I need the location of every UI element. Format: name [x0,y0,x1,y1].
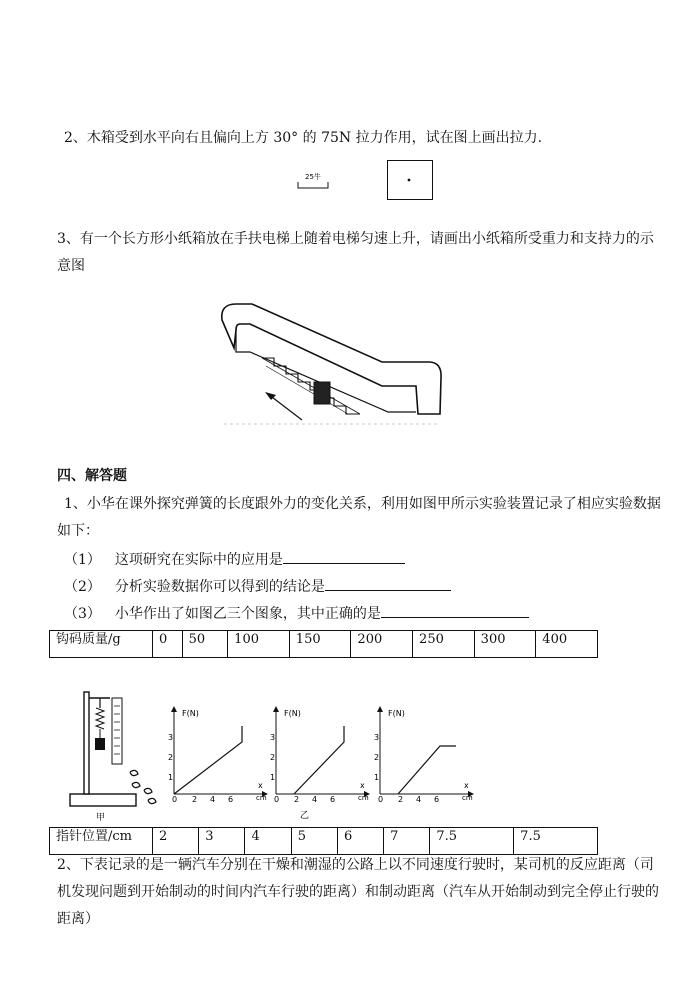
figure-yi-label: 乙 [300,811,310,821]
x-unit-label: cm [358,794,369,802]
position-cell: 6 [337,828,383,855]
y-tick: 1 [374,773,380,782]
spring-apparatus-figure [60,690,170,826]
mass-header: 钩码质量/g [50,631,153,658]
q4-1-intro-line1: 1、小华在课外探究弹簧的长度跟外力的变化关系，利用如图甲所示实验装置记录了相应实验数据 [64,496,661,512]
mass-cell: 400 [536,631,598,658]
sub-question-1-text: 这项研究在实际中的应用是 [114,552,283,568]
mass-cell: 300 [474,631,536,658]
q4-2-line3: 距离） [57,911,99,927]
answer-blank-1[interactable] [283,548,405,564]
x-tick: 0 [172,795,178,804]
q4-1-intro-line2: 如下： [57,523,99,539]
table-row [50,828,598,855]
mass-table [49,630,598,658]
sub-question-2-text: 分析实验数据你可以得到的结论是 [114,579,325,595]
graph-b-line [294,726,344,794]
answer-blank-2[interactable] [325,575,451,591]
sub-question-3-text: 小华作出了如图乙三个图象，其中正确的是 [114,606,381,622]
x-tick: 6 [228,795,234,804]
position-cell: 7 [384,828,430,855]
mass-cell: 250 [413,631,475,658]
graph-c [372,702,482,802]
position-cell: 7.5 [514,828,598,855]
graph-a-line [174,726,242,794]
scale-bar [296,168,336,192]
mass-cell: 100 [228,631,290,658]
position-cell: 3 [199,828,245,855]
x-tick: 2 [294,795,300,804]
x-tick: 0 [378,795,384,804]
position-cell: 2 [153,828,199,855]
x-tick: 2 [192,795,198,804]
position-header: 指针位置/cm [50,828,153,855]
q4-2-line2: 机发现问题到开始制动的时间内汽车行驶的距离）和制动距离（汽车从开始制动到完全停止行驶的 [57,884,659,900]
y-tick: 1 [270,773,276,782]
graph-b [268,702,378,821]
x-unit-label: cm [256,794,267,802]
q4-2-line1: 2、下表记录的是一辆汽车分别在干燥和潮湿的公路上以不同速度行驶时，某司机的反应距离（司 [57,857,654,873]
answer-blank-3[interactable] [381,602,529,618]
sub-question-3 [64,602,529,624]
sub-question-2-number: （2） [64,579,101,595]
question-3-line2: 意图 [57,258,85,274]
y-tick: 3 [168,733,174,742]
x-axis-label: x [258,781,263,790]
mass-cell: 0 [153,631,183,658]
graph-a [166,702,276,802]
sub-question-1 [64,548,405,570]
y-axis-label: F(N) [182,709,199,718]
x-unit-label: cm [462,794,473,802]
y-axis-label: F(N) [284,709,301,718]
mass-cell: 200 [351,631,413,658]
y-tick: 3 [374,733,380,742]
graph-c-line [398,746,456,794]
y-tick: 2 [374,753,380,762]
x-tick: 4 [416,795,422,804]
position-cell: 7.5 [430,828,514,855]
mass-cell: 50 [182,631,228,658]
wooden-box-figure [387,160,433,200]
y-axis-label: F(N) [388,709,405,718]
sub-question-3-number: （3） [64,606,101,622]
x-tick: 6 [330,795,336,804]
pointer-position-table [49,827,598,855]
y-tick: 1 [168,773,174,782]
y-tick: 2 [168,753,174,762]
question-2-text: 2、木箱受到水平向右且偏向上方 30° 的 75N 拉力作用，试在图上画出拉力. [64,130,543,146]
position-cell: 5 [291,828,337,855]
sub-question-1-number: （1） [64,552,101,568]
position-cell: 4 [245,828,291,855]
x-tick: 0 [274,795,280,804]
x-tick: 4 [210,795,216,804]
x-tick: 4 [312,795,318,804]
question-3-line1: 3、有一个长方形小纸箱放在手扶电梯上随着电梯匀速上升，请画出小纸箱所受重力和支持力的示 [57,231,654,247]
table-row [50,631,598,658]
x-tick: 6 [434,795,440,804]
y-tick: 3 [270,733,276,742]
escalator-figure [210,290,450,440]
y-tick: 2 [270,753,276,762]
section-4-title: 四、解答题 [57,468,127,484]
x-axis-label: x [360,781,365,790]
paper-box-icon [314,382,330,404]
mass-cell: 150 [289,631,351,658]
x-axis-label: x [464,781,469,790]
sub-question-2 [64,575,451,597]
scale-label: 25牛 [305,173,321,181]
x-tick: 2 [398,795,404,804]
figure-jia-label: 甲 [96,813,106,823]
